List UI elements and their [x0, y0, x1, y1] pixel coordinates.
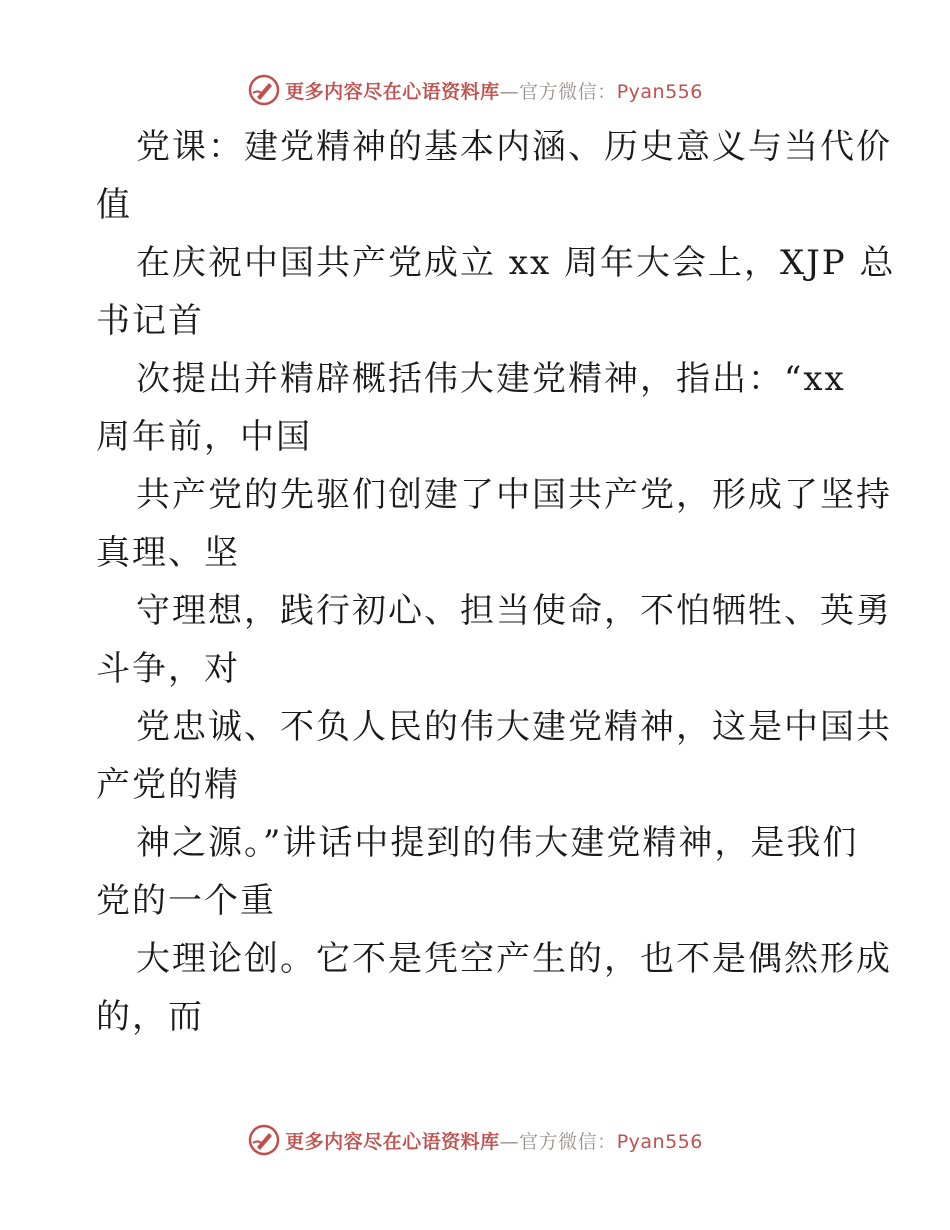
pen-nib-icon [247, 73, 281, 107]
text-line: 的，而 [96, 997, 204, 1037]
footer-banner-content [247, 1123, 703, 1157]
text-line: 党忠诚、不负人民的伟大建党精神，这是中国共 [136, 707, 892, 747]
pen-nib-icon [247, 1123, 281, 1157]
footer-separator: — [499, 1130, 520, 1153]
header-separator: — [499, 80, 520, 103]
text-line: 大理论创。它不是凭空产生的，也不是偶然形成 [136, 939, 892, 979]
footer-banner [0, 1120, 950, 1160]
footer-brand-text: 更多内容尽在心语资料库 [285, 1130, 500, 1153]
text-line: 真理、坚 [96, 533, 240, 573]
text-line: 共产党的先驱们创建了中国共产党，形成了坚持 [136, 475, 892, 515]
footer-wechat-label: 官方微信： [519, 1130, 617, 1153]
text-line: 产党的精 [96, 765, 240, 805]
text-line: 值 [96, 185, 132, 225]
text-line: 守理想，践行初心、担当使命，不怕牺牲、英勇 [136, 591, 892, 631]
text-line: 斗争，对 [96, 649, 240, 689]
header-wechat-id: Pyan556 [616, 80, 703, 103]
text-line: 神之源。”讲话中提到的伟大建党精神，是我们 [136, 823, 859, 863]
text-line: 次提出并精辟概括伟大建党精神，指出：“xx [136, 359, 846, 399]
document-body [96, 118, 896, 1046]
text-line: 党课：建党精神的基本内涵、历史意义与当代价 [136, 127, 892, 167]
text-line: 党的一个重 [96, 881, 276, 921]
header-wechat-label: 官方微信： [519, 80, 617, 103]
header-banner-content [247, 73, 703, 107]
header-banner [0, 70, 950, 110]
footer-wechat-id: Pyan556 [616, 1130, 703, 1153]
text-line: 周年前，中国 [96, 417, 312, 457]
header-brand-text: 更多内容尽在心语资料库 [285, 80, 500, 103]
footer-banner-text [285, 1127, 703, 1154]
header-banner-text [285, 77, 703, 104]
text-line: 在庆祝中国共产党成立 xx 周年大会上，XJP 总 [136, 243, 896, 283]
text-line: 书记首 [96, 301, 204, 341]
